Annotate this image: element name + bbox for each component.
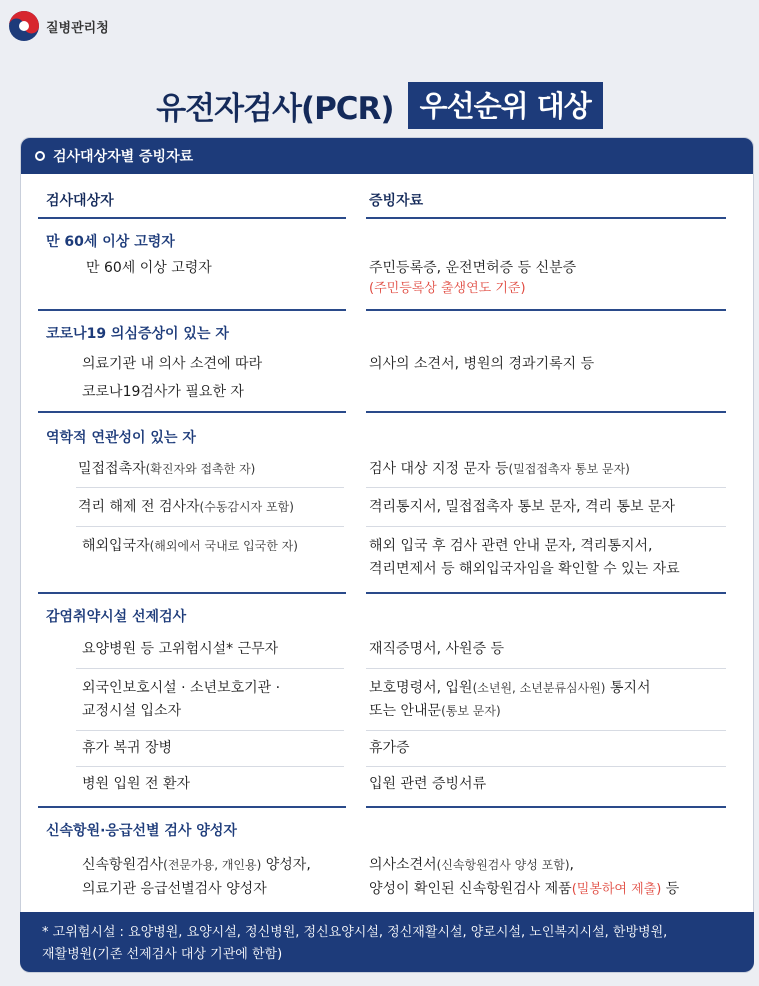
subject-symptomatic-line2: 코로나19검사가 필요한 자 [82, 384, 244, 400]
column-header-subject: 검사대상자 [46, 193, 114, 209]
row-divider [366, 766, 726, 767]
subject-elderly: 만 60세 이상 고령자 [86, 260, 212, 276]
evidence-close-contact-note: (밀접접촉자 통보 문자) [508, 462, 630, 476]
subject-positive-note: (전문가용, 개인용) [163, 858, 262, 872]
evidence-positive-line1 [369, 852, 574, 878]
section-divider-right [366, 411, 726, 413]
evidence-symptomatic: 의사의 소견서, 병원의 경과기록지 등 [369, 356, 595, 372]
evidence-positive-note: (신속항원검사 양성 포함) [436, 858, 570, 872]
circle-bullet-icon [35, 151, 45, 161]
org-name: 질병관리청 [46, 20, 109, 36]
row-divider [76, 730, 344, 731]
row-divider [366, 668, 726, 669]
subject-overseas-arrival-label: 해외입국자 [82, 538, 150, 554]
row-divider [366, 526, 726, 527]
subject-close-contact-note: (확진자와 접촉한 자) [145, 462, 256, 476]
column-header-evidence: 증빙자료 [369, 193, 424, 209]
subject-positive-a: 신속항원검사 [82, 857, 164, 873]
evidence-institution-note: (소년원, 소년분류심사원) [472, 681, 606, 695]
footnote-line2: 재활병원(기존 선제검사 대상 기관에 한함) [42, 947, 283, 962]
section-title-vulnerable-facilities: 감염취약시설 선제검사 [46, 609, 187, 625]
evidence-positive-l2-b: 등 [661, 881, 680, 897]
subject-positive-b: 양성자, [261, 857, 311, 873]
evidence-positive-a: 의사소견서 [369, 857, 437, 873]
row-divider [76, 766, 344, 767]
evidence-high-risk-worker: 재직증명서, 사원증 등 [369, 641, 505, 657]
evidence-elderly-note: (주민등록상 출생연도 기준) [369, 281, 526, 296]
evidence-elderly: 주민등록증, 운전면허증 등 신분증 [369, 260, 577, 276]
evidence-positive-b: , [569, 857, 574, 873]
card-header [21, 138, 753, 174]
row-divider [76, 668, 344, 669]
evidence-positive-line2 [369, 876, 679, 903]
row-divider [366, 487, 726, 488]
section-divider-left [38, 309, 346, 311]
title-highlight: 우선순위 대상 [408, 82, 603, 129]
subject-positive-line2: 의료기관 응급선별검사 양성자 [82, 881, 267, 897]
subject-overseas-arrival-note: (해외에서 국내로 입국한 자) [149, 539, 298, 553]
section-title-symptomatic: 코로나19 의심증상이 있는 자 [46, 326, 229, 342]
section-divider-left [38, 592, 346, 594]
footnote-line1: * 고위험시설 : 요양병원, 요양시설, 정신병원, 정신요양시설, 정신재활시설, 양로시설, 노인복지시설, 한방병원, [42, 925, 668, 940]
row-divider [76, 526, 344, 527]
evidence-institution-a: 보호명령서, 입원 [369, 680, 473, 696]
evidence-institution-l2-note: (통보 문자) [441, 704, 501, 718]
evidence-positive-l2-a: 양성이 확인된 신속항원검사 제품 [369, 881, 572, 897]
row-divider [366, 730, 726, 731]
section-title-positive-cases: 신속항원·응급선별 검사 양성자 [46, 823, 237, 839]
subject-high-risk-worker: 요양병원 등 고위험시설* 근무자 [82, 641, 279, 657]
subject-pre-admission: 병원 입원 전 환자 [82, 776, 191, 792]
subject-positive-line1 [82, 852, 311, 878]
title-main: 유전자검사(PCR) [156, 91, 394, 127]
subject-close-contact [78, 456, 255, 482]
subject-returning-soldier: 휴가 복귀 장병 [82, 740, 173, 756]
evidence-pre-release: 격리통지서, 밀접접촉자 통보 문자, 격리 통보 문자 [369, 499, 676, 515]
evidence-institution-b: 통지서 [605, 680, 651, 696]
evidence-overseas-line1: 해외 입국 후 검사 관련 안내 문자, 격리통지서, [369, 538, 653, 554]
section-title-epidemiological: 역학적 연관성이 있는 자 [46, 430, 196, 446]
org-logo [8, 10, 109, 42]
taegeuk-logo-icon [8, 10, 40, 42]
section-divider-left [38, 806, 346, 808]
footnote-bar [20, 912, 754, 972]
section-title-elderly: 만 60세 이상 고령자 [46, 234, 175, 250]
subject-institution-line1: 외국인보호시설 · 소년보호기관 · [82, 680, 281, 696]
card-header-title: 검사대상자별 증빙자료 [53, 149, 194, 165]
evidence-returning-soldier: 휴가증 [369, 740, 410, 756]
row-divider [76, 487, 344, 488]
section-divider-right [366, 309, 726, 311]
subject-pre-release-note: (수동감시자 포함) [199, 500, 294, 514]
subject-pre-release [78, 494, 294, 520]
subject-overseas-arrival [82, 533, 298, 559]
evidence-institution-line2 [369, 698, 501, 724]
evidence-positive-l2-red: (밀봉하여 제출) [571, 882, 662, 897]
section-divider-right [366, 806, 726, 808]
subject-institution-line2: 교정시설 입소자 [82, 703, 182, 719]
evidence-close-contact [369, 456, 630, 482]
page-title [0, 82, 759, 129]
section-divider-right [366, 592, 726, 594]
header-divider-right [366, 217, 726, 219]
header-divider-left [38, 217, 346, 219]
subject-pre-release-label: 격리 해제 전 검사자 [78, 499, 200, 515]
evidence-pre-admission: 입원 관련 증빙서류 [369, 776, 487, 792]
evidence-close-contact-label: 검사 대상 지정 문자 등 [369, 461, 509, 477]
evidence-overseas-line2: 격리면제서 등 해외입국자임을 확인할 수 있는 자료 [369, 561, 680, 577]
subject-symptomatic-line1: 의료기관 내 의사 소견에 따라 [82, 356, 263, 372]
section-divider-left [38, 411, 346, 413]
subject-close-contact-label: 밀접접촉자 [78, 461, 146, 477]
evidence-institution-l2: 또는 안내문 [369, 703, 442, 719]
